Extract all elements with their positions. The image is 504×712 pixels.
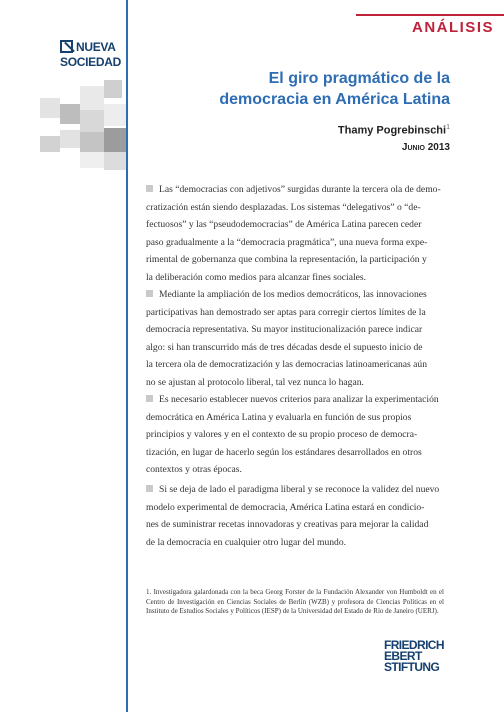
author-name: Thamy Pogrebinschi <box>337 124 447 137</box>
paragraph-line: principios y valores y en el contexto de su propio proceso de democra- <box>146 429 418 441</box>
paragraph-line: algo: si han transcurrido más de tres décadas desde el supuesto inicio de <box>146 341 423 353</box>
deco-square <box>104 128 126 152</box>
paragraph-line: contextos y otras épocas. <box>146 464 242 476</box>
bullet-square-icon <box>146 395 153 402</box>
publication-date: Junio 2013 <box>401 142 450 153</box>
paragraph-line: rimental de gobernanza que combina la representación, la participación y <box>146 254 427 266</box>
paragraph-line: tización, en lugar de hacerlo según los estándares desarrollados en otros <box>146 446 422 458</box>
paragraph-line: democrática en América Latina y evaluarla en función de sus propios <box>146 411 412 423</box>
footnote: 1. Investigadora galardonada con la beca Georg Forster de la Fundación Alexander von Humboldt en el Centro de Investigación en Ciencias Sociales de Berlín (WZB) y profesora de Ciencias Políticas en el Instituto de Estudios Sociales y Políticos (IESP) de la Universidad del Estado de Río de Janeiro (UERJ). <box>146 588 444 616</box>
deco-square <box>80 152 104 168</box>
paragraph-line: la deliberación como medios para alcanzar fines sociales. <box>146 271 367 283</box>
section-header <box>356 14 504 40</box>
friedrich-ebert-stiftung-logo <box>384 640 444 673</box>
title-line1: El giro pragmático de la <box>268 70 450 87</box>
summary-paragraph-1 <box>146 181 444 287</box>
publisher-line2: EBERT <box>384 649 422 663</box>
deco-square <box>104 104 126 126</box>
bullet-square-icon <box>146 290 153 297</box>
bullet-square-icon <box>146 485 153 492</box>
paragraph-line: Si se deja de lado el paradigma liberal y se reconoce la validez del nuevo <box>146 481 444 499</box>
section-rule <box>356 14 504 16</box>
section-label: ANÁLISIS <box>411 19 494 36</box>
paragraph-line: modelo experimental de democracia, América Latina estará en condicio- <box>146 501 425 513</box>
nueva-sociedad-logo <box>60 40 126 74</box>
article-title <box>219 68 450 110</box>
deco-square <box>40 136 60 152</box>
deco-square <box>40 98 60 118</box>
paragraph-line: de la democracia en cualquier otro lugar del mundo. <box>146 536 347 548</box>
summary-paragraph-2 <box>146 286 444 392</box>
title-line2: democracia en América Latina <box>219 91 450 108</box>
paragraph-line: paso gradualmente a la “democracia pragmática”, una nueva forma expe- <box>146 236 428 248</box>
footnote-mark[interactable]: 1 <box>446 124 450 131</box>
bullet-square-icon <box>146 185 153 192</box>
deco-square <box>104 80 122 98</box>
deco-square <box>80 132 104 152</box>
publisher-line3: STIFTUNG <box>384 660 440 674</box>
paragraph-line: nes de suministrar recetas innovadoras y creativas para mejorar la calidad <box>146 519 429 531</box>
paragraph-line: Las “democracias con adjetivos” surgidas durante la tercera ola de demo- <box>146 181 444 199</box>
author <box>338 124 450 137</box>
summary-paragraph-4 <box>146 481 444 551</box>
deco-square <box>80 110 104 132</box>
publisher-line1: FRIEDRICH <box>384 638 444 652</box>
deco-square <box>104 152 126 170</box>
paragraph-line: democracia representativa. Su mayor institucionalización parece indicar <box>146 324 423 336</box>
paragraph-line: participativas han demostrado ser aptas para corregir ciertos límites de la <box>146 306 426 318</box>
logo-line2: SOCIEDAD <box>60 55 121 69</box>
deco-square <box>60 130 80 148</box>
paragraph-line: Mediante la ampliación de los medios democráticos, las innovaciones <box>146 286 444 304</box>
paragraph-line: fectuosos” y las “pseudodemocracias” de América Latina parecen ceder <box>146 219 422 231</box>
paragraph-line: cratización están siendo desplazadas. Los sistemas “delegativos” o “de- <box>146 201 421 213</box>
logo-mark-icon <box>60 40 73 53</box>
paragraph-line: no se ajustan al protocolo liberal, tal vez nunca lo hagan. <box>146 376 364 388</box>
vertical-rule <box>126 0 128 712</box>
summary-paragraph-3 <box>146 391 444 479</box>
deco-square <box>80 86 104 110</box>
deco-square <box>60 104 80 124</box>
logo-line1: NUEVA <box>76 40 116 54</box>
paragraph-line: la tercera ola de democratización y las democracias latinoamericanas aún <box>146 359 428 371</box>
paragraph-line: Es necesario establecer nuevos criterios para analizar la experimentación <box>146 391 444 409</box>
